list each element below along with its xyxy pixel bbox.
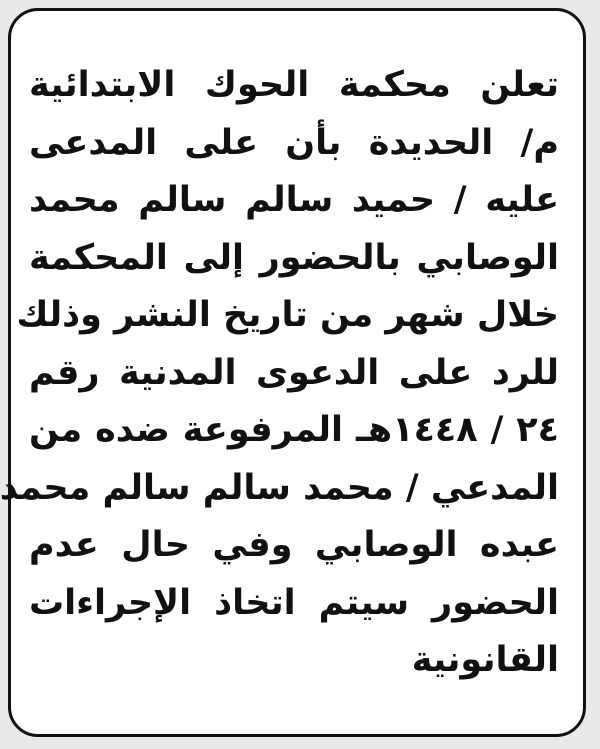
- notice-line: الوصابي بالحضور إلى المحكمة: [29, 237, 559, 278]
- notice-line: ٢٤ / ١٤٤٨هـ المرفوعة ضده من: [29, 410, 559, 450]
- notice-line: عبده الوصابي وفي حال عدم: [29, 525, 559, 565]
- notice-line: تعلن محكمة الحوك الابتدائية: [29, 65, 559, 105]
- notice-body: [0, 57, 559, 690]
- notice-line: للرد على الدعوى المدنية رقم: [29, 352, 559, 393]
- notice-line: م/ الحديدة بأن على المدعى: [29, 122, 559, 163]
- notice-line: القانونية: [411, 640, 559, 680]
- notice-frame: [0, 8, 586, 737]
- notice-line: خلال شهر من تاريخ النشر وذلك: [16, 295, 559, 335]
- notice-line: عليه / حميد سالم سالم محمد: [29, 180, 559, 220]
- notice-line: الحضور سيتم اتخاذ الإجراءات: [29, 582, 559, 623]
- notice-line: المدعي / محمد سالم سالم محمد: [0, 467, 559, 508]
